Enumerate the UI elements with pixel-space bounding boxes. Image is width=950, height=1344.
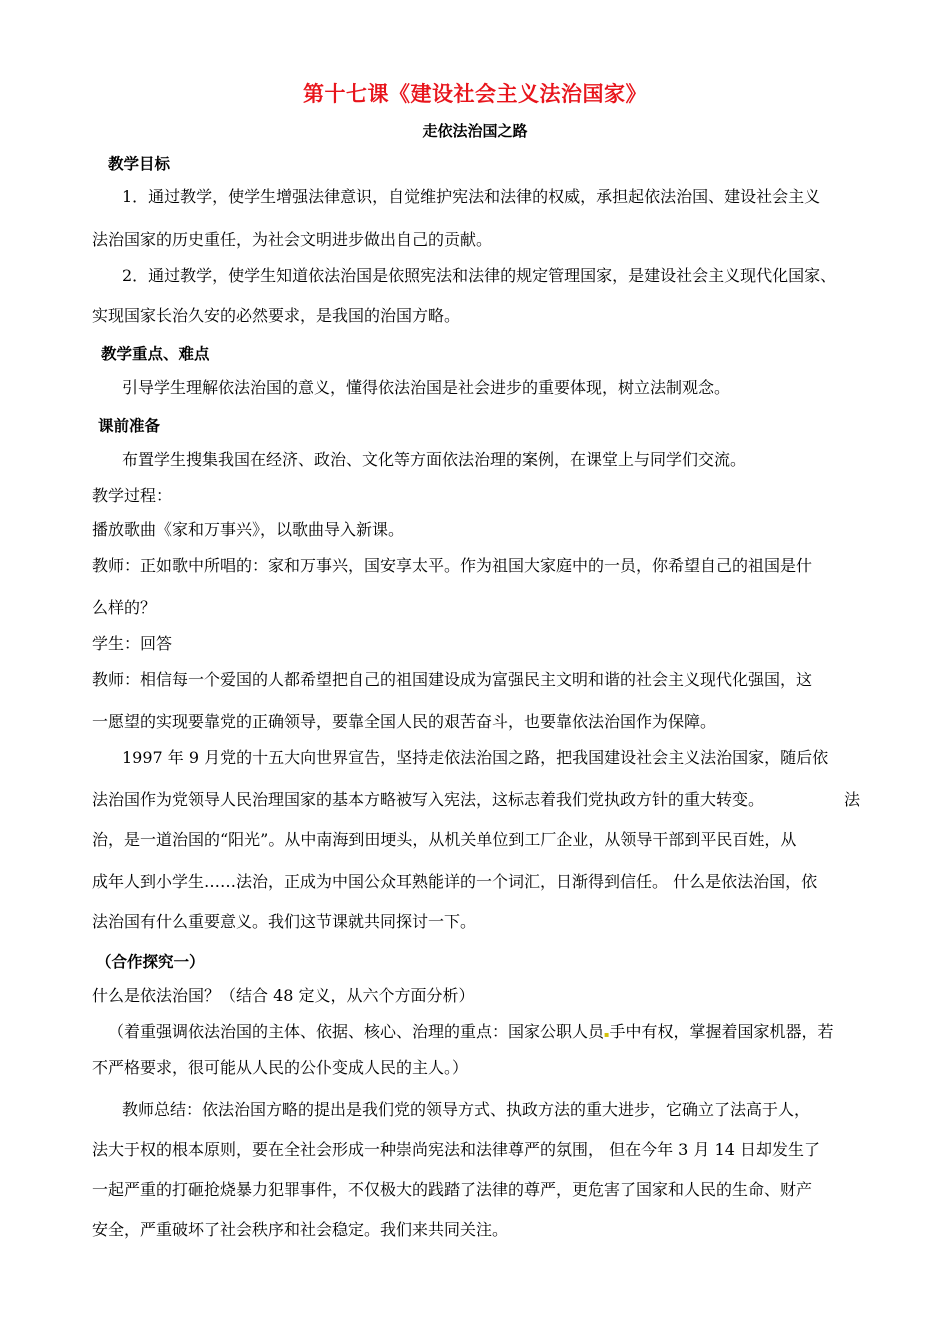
paragraph-line: 不严格要求，很可能从人民的公仆变成人民的主人。） — [92, 1058, 469, 1077]
paragraph-line: 2．通过教学，使学生知道依法治国是依照宪法和法律的规定管理国家，是建设社会主义现代化国家、 — [122, 266, 837, 285]
paragraph-line: 安全，严重破坏了社会秩序和社会稳定。我们来共同关注。 — [92, 1220, 509, 1239]
paragraph-line: 教学过程： — [92, 486, 173, 505]
paragraph-line: 教师：相信每一个爱国的人都希望把自己的祖国建设成为富强民主文明和谐的社会主义现代化强国，这 — [92, 670, 813, 689]
paragraph-line: 播放歌曲《家和万事兴》，以歌曲导入新课。 — [92, 520, 405, 539]
highlight-mark-icon: ▪ — [604, 1030, 610, 1039]
paragraph-line: 法治国家的历史重任，为社会文明进步做出自己的贡献。 — [92, 230, 493, 249]
paragraph-line: 法大于权的根本原则，要在全社会形成一种崇尚宪法和法律尊严的氛围， 但在今年 3 月 14 日却发生了 — [92, 1140, 820, 1159]
paragraph-line-part: （着重强调依法治国的主体、依据、核心、治理的重点：国家公职人员 — [108, 1022, 605, 1041]
heading-teaching-goals: 教学目标 — [108, 155, 171, 173]
paragraph-line: 成年人到小学生……法治，正成为中国公众耳熟能详的一个词汇，日渐得到信任。 什么是依法治国，依 — [92, 872, 818, 891]
paragraph-line-part: 手中有权，掌握着国家机器，若 — [609, 1022, 834, 1041]
paragraph-line: 布置学生搜集我国在经济、政治、文化等方面依法治理的案例，在课堂上与同学们交流。 — [122, 450, 747, 469]
page-subtitle: 走依法治国之路 — [422, 122, 528, 140]
paragraph-line: 法 — [844, 790, 861, 809]
paragraph-line: 治，是一道治国的“阳光”。从中南海到田埂头，从机关单位到工厂企业，从领导干部到平民百姓，从 — [92, 830, 797, 849]
paragraph-line: 法治国作为党领导人民治理国家的基本方略被写入宪法，这标志着我们党执政方针的重大转变。 — [92, 790, 765, 809]
paragraph-line: 一起严重的打砸抢烧暴力犯罪事件，不仅极大的践踏了法律的尊严，更危害了国家和人民的生命、财产 — [92, 1180, 813, 1199]
paragraph-line: 法治国有什么重要意义。我们这节课就共同探讨一下。 — [92, 912, 477, 931]
paragraph-line: 学生：回答 — [92, 634, 173, 653]
paragraph-line: 引导学生理解依法治国的意义，懂得依法治国是社会进步的重要体现，树立法制观念。 — [122, 378, 731, 397]
paragraph-line: 什么是依法治国？（结合 48 定义，从六个方面分析） — [92, 986, 475, 1005]
heading-preparation: 课前准备 — [98, 417, 161, 435]
paragraph-line: 1997 年 9 月党的十五大向世界宣告，坚持走依法治国之路，把我国建设社会主义法治国家，随后依 — [122, 748, 829, 767]
heading-inquiry: （合作探究一） — [96, 953, 205, 971]
paragraph-line — [108, 1022, 833, 1045]
paragraph-line: 1．通过教学，使学生增强法律意识，自觉维护宪法和法律的权威，承担起依法治国、建设社会主义 — [122, 187, 821, 206]
paragraph-line: 一愿望的实现要靠党的正确领导，要靠全国人民的艰苦奋斗，也要靠依法治国作为保障。 — [92, 712, 717, 731]
paragraph-line: 实现国家长治久安的必然要求，是我国的治国方略。 — [92, 306, 461, 325]
paragraph-line: 教师：正如歌中所唱的：家和万事兴，国安享太平。作为祖国大家庭中的一员，你希望自己的祖国是什 — [92, 556, 813, 575]
heading-key-points: 教学重点、难点 — [101, 345, 210, 363]
paragraph-line: 教师总结：依法治国方略的提出是我们党的领导方式、执政方法的重大进步，它确立了法高于人， — [122, 1100, 811, 1119]
page-title: 第十七课《建设社会主义法治国家》 — [303, 82, 647, 106]
paragraph-line: 么样的？ — [92, 598, 157, 617]
